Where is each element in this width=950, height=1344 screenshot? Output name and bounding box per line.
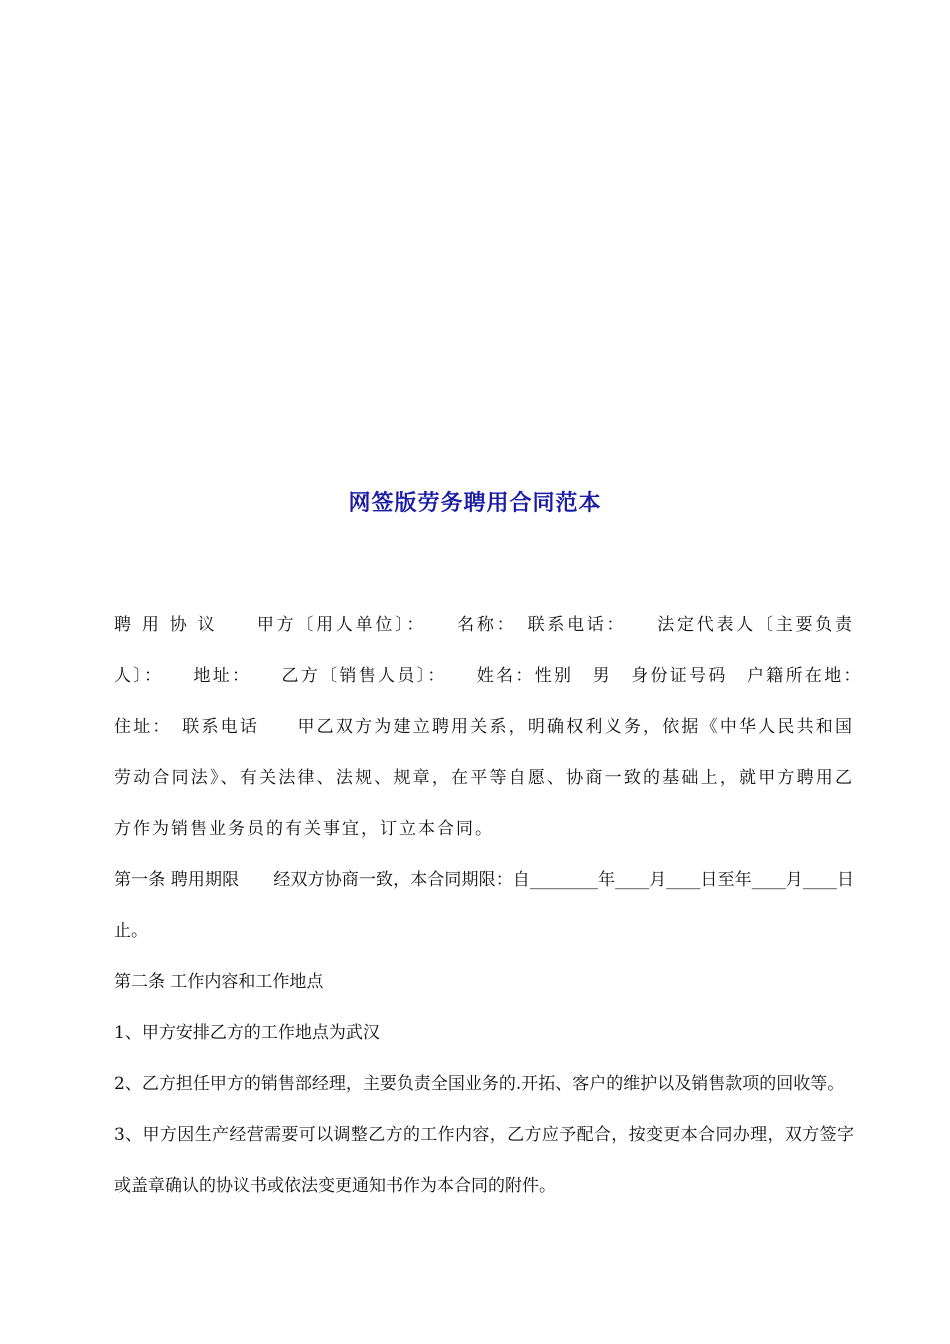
paragraph-article-2-heading: 第二条 工作内容和工作地点 <box>114 972 324 992</box>
paragraph-article-2-item-1: 1、甲方安排乙方的工作地点为武汉 <box>114 1023 380 1043</box>
paragraph-article-2-item-2: 2、乙方担任甲方的销售部经理，主要负责全国业务的.开拓、客户的维护以及销售款项的回收等。 <box>114 1074 845 1094</box>
document-body <box>114 600 892 1212</box>
paragraph-article-2-item-3: 3、甲方因生产经营需要可以调整乙方的工作内容，乙方应予配合，按变更本合同办理，双方签字或盖章确认的协议书或依法变更通知书作为本合同的附件。 <box>114 1125 854 1196</box>
document-title: 网签版劳务聘用合同范本 <box>348 490 602 516</box>
paragraph-article-1-term: 第一条 聘用期限 经双方协商一致，本合同期限：自________年____月____日至年____月____日止。 <box>114 870 854 941</box>
paragraph-agreement-parties: 聘 用 协 议 甲方〔用人单位〕： 名称： 联系电话： 法定代表人〔主要负责人〕： 地址： 乙方〔销售人员〕： 姓名：性别 男 身份证号码 户籍所在地： 住址： 联系电话 甲乙双方为建立聘用关系，明确权利义务，依据《中华人民共和国劳动合同法》、有关法律、法规、规章，在平等自愿、协商一致的基础上，就甲方聘用乙方作为销售业务员的有关事宜，订立本合同。 <box>114 615 892 839</box>
